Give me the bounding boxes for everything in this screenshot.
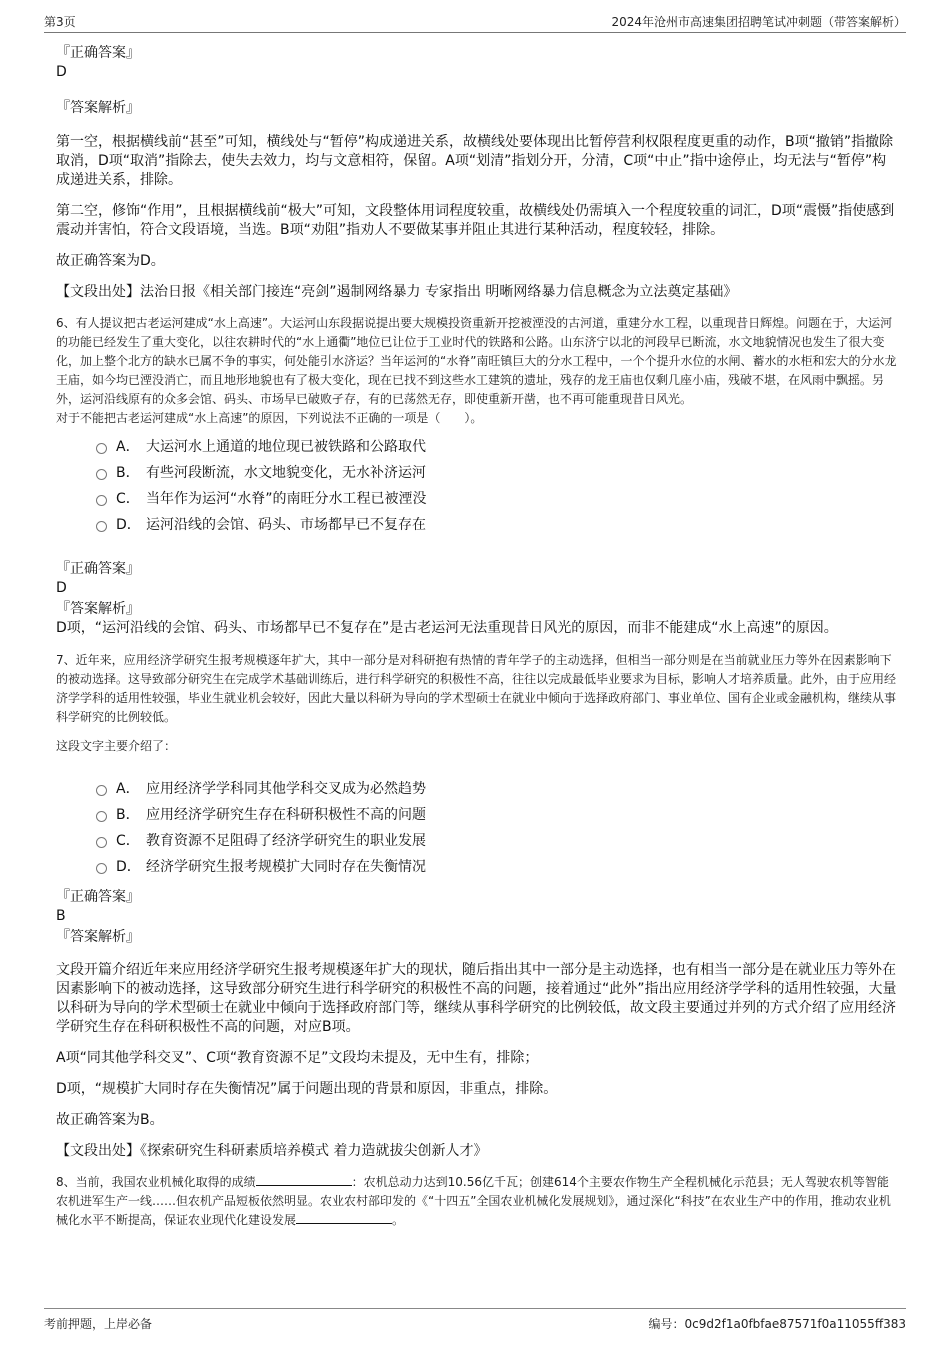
q7-option-c[interactable]: C． 教育资源不足阻碍了经济学研究生的职业发展 <box>96 828 900 854</box>
q5-analysis-p2: 第二空，修饰“作用”，且根据横线前“极大”可知，文段整体用词程度较重，故横线处仍需填入一个程度较重的词汇，D项“震慑”指使感到震动并害怕，符合文段语境，当选。B项“劝阻”指劝人不要做某事并阻止其进行某种活动，程度较轻，排除。 <box>56 203 895 238</box>
page-number: 第3页 <box>44 15 76 29</box>
q6-analysis: D项，“运河沿线的会馆、码头、市场都早已不复存在”是古老运河无法重现昔日风光的原因，而非不能建成“水上高速”的原因。 <box>56 620 838 636</box>
document-id: 编号：0c9d2f1a0fbfae87571f0a11055ff383 <box>648 1317 906 1331</box>
q7-option-d[interactable]: D． 经济学研究生报考规模扩大同时存在失衡情况 <box>96 854 900 880</box>
q5-analysis-p1: 第一空，根据横线前“甚至”可知，横线处与“暂停”构成递进关系，故横线处要体现出比暂停营利权限程度更重的动作，B项“撤销”指撤除取消，D项“取消”指除去，使失去效力，均与文意相符，保留。A项“划清”指划分开，分清，C项“中止”指中途停止，均无法与“暂停”构成递进关系，排除。 <box>56 134 894 188</box>
radio-icon[interactable] <box>96 837 107 848</box>
q8-stem: 8、当前，我国农业机械化取得的成绩 ：农机总动力达到10.56亿千瓦；创建614个主要农作物生产全程机械化示范县；无人驾驶农机等智能农机进军生产一线……但农机产品短板依然明显。农业农村部印发的《“十四五”全国农业机械化发展规划》，通过深化“科技”在农业生产中的作用，推动农业机械化水平不断提高，保证农业现代化建设发展 。 <box>56 1175 891 1227</box>
radio-icon[interactable] <box>96 469 107 480</box>
q5-analysis-label: 『答案解析』 <box>56 100 140 116</box>
q7-answer-label: 『正确答案』 <box>56 889 140 905</box>
q6-question: 对于不能把古老运河建成“水上高速”的原因，下列说法不正确的一项是（ ）。 <box>56 411 483 425</box>
radio-icon[interactable] <box>96 521 107 532</box>
q6-answer-label: 『正确答案』 <box>56 561 140 577</box>
q7-analysis-p1: 文段开篇介绍近年来应用经济学研究生报考规模逐年扩大的现状，随后指出其中一部分是主动选择，也有相当一部分是在就业压力等外在因素影响下的被动选择，这导致部分研究生进行科学研究的积极性不高的问题，接着通过“此外”指出应用经济学学科的适用性较强，大量以科研为导向的学术型硕士在就业中倾向于选择政府部门等，继续从事科学研究的比例较低，故文段主要通过并列的方式介绍了应用经济学研究生存在科研积极性不高的问题，对应B项。 <box>56 962 897 1035</box>
radio-icon[interactable] <box>96 443 107 454</box>
q6-stem: 6、有人提议把古老运河建成“水上高速”。大运河山东段据说提出要大规模投资重新开挖被湮没的古河道，重建分水工程，以重现昔日辉煌。问题在于，大运河的功能已经发生了重大变化，以往农耕时代的“水上通衢”地位已让位于工业时代的铁路和公路。山东济宁以北的河段早已断流，水文地貌情况也发生了很大变化，加上整个北方的缺水已属不争的事实，何处能引水济运？当年运河的“水脊”南旺镇巨大的分水工程中，一个个提升水位的水闸、蓄水的水柜和宏大的分水龙王庙，如今均已湮没消亡，而且地形地貌也有了极大变化，现在已找不到这些水工建筑的遗址，残存的龙王庙也仅剩几座小庙，残破不堪，在风雨中飘摇。另外，运河沿线原有的众多会馆、码头、市场早已破败孑存，有的已荡然无存，即使重新开凿，也不再可能重现昔日风光。 <box>56 316 897 406</box>
q6-option-c[interactable]: C． 当年作为运河“水脊”的南旺分水工程已被湮没 <box>96 486 900 512</box>
radio-icon[interactable] <box>96 495 107 506</box>
q5-source: 【文段出处】法治日报《相关部门接连“亮剑”遏制网络暴力 专家指出 明晰网络暴力信息概念为立法奠定基础》 <box>56 284 738 300</box>
page-footer <box>44 1308 906 1333</box>
q7-stem: 7、近年来，应用经济学研究生报考规模逐年扩大，其中一部分是对科研抱有热情的青年学子的主动选择，但相当一部分则是在当前就业压力等外在因素影响下的被动选择。这导致部分研究生在完成学术基础训练后，进行科学研究的积极性不高，往往以完成最低毕业要求为目标，影响人才培养质量。此外，由于应用经济学学科的适用性较强，毕业生就业机会较好，因此大量以科研为导向的学术型硕士在就业中倾向于选择政府部门、事业单位、国有企业或金融机构，继续从事科学研究的比例较低。 <box>56 653 897 724</box>
radio-icon[interactable] <box>96 811 107 822</box>
q6-options <box>96 434 900 538</box>
q7-source: 【文段出处】《探索研究生科研素质培养模式 着力造就拔尖创新人才》 <box>56 1143 488 1159</box>
q7-analysis-label: 『答案解析』 <box>56 929 140 945</box>
q5-answer-label: 『正确答案』 <box>56 45 140 61</box>
q7-analysis-p4: 故正确答案为B。 <box>56 1112 164 1128</box>
q6-analysis-label: 『答案解析』 <box>56 601 140 617</box>
q7-option-a[interactable]: A． 应用经济学学科同其他学科交叉成为必然趋势 <box>96 776 900 802</box>
radio-icon[interactable] <box>96 785 107 796</box>
answer-blank[interactable] <box>296 1211 392 1224</box>
q6-answer: D <box>56 580 67 596</box>
answer-blank[interactable] <box>256 1173 352 1186</box>
q7-question: 这段文字主要介绍了： <box>56 739 177 753</box>
q7-option-b[interactable]: B． 应用经济学研究生存在科研积极性不高的问题 <box>96 802 900 828</box>
q5-analysis-p3: 故正确答案为D。 <box>56 253 165 269</box>
q7-options <box>96 776 900 880</box>
q7-answer: B <box>56 908 66 924</box>
q5-answer: D <box>56 64 67 80</box>
q6-option-d[interactable]: D． 运河沿线的会馆、码头、市场都早已不复存在 <box>96 512 900 538</box>
page-content <box>56 44 900 1230</box>
q6-option-b[interactable]: B． 有些河段断流，水文地貌变化，无水补济运河 <box>96 460 900 486</box>
q6-option-a[interactable]: A． 大运河水上通道的地位现已被铁路和公路取代 <box>96 434 900 460</box>
footer-slogan: 考前押题，上岸必备 <box>44 1317 153 1331</box>
q7-analysis-p3: D项，“规模扩大同时存在失衡情况”属于问题出现的背景和原因，非重点，排除。 <box>56 1081 558 1097</box>
q7-analysis-p2: A项“同其他学科交叉”、C项“教育资源不足”文段均未提及，无中生有，排除； <box>56 1050 539 1066</box>
document-title: 2024年沧州市高速集团招聘笔试冲刺题（带答案解析） <box>611 15 906 29</box>
page-header <box>44 10 906 33</box>
radio-icon[interactable] <box>96 863 107 874</box>
